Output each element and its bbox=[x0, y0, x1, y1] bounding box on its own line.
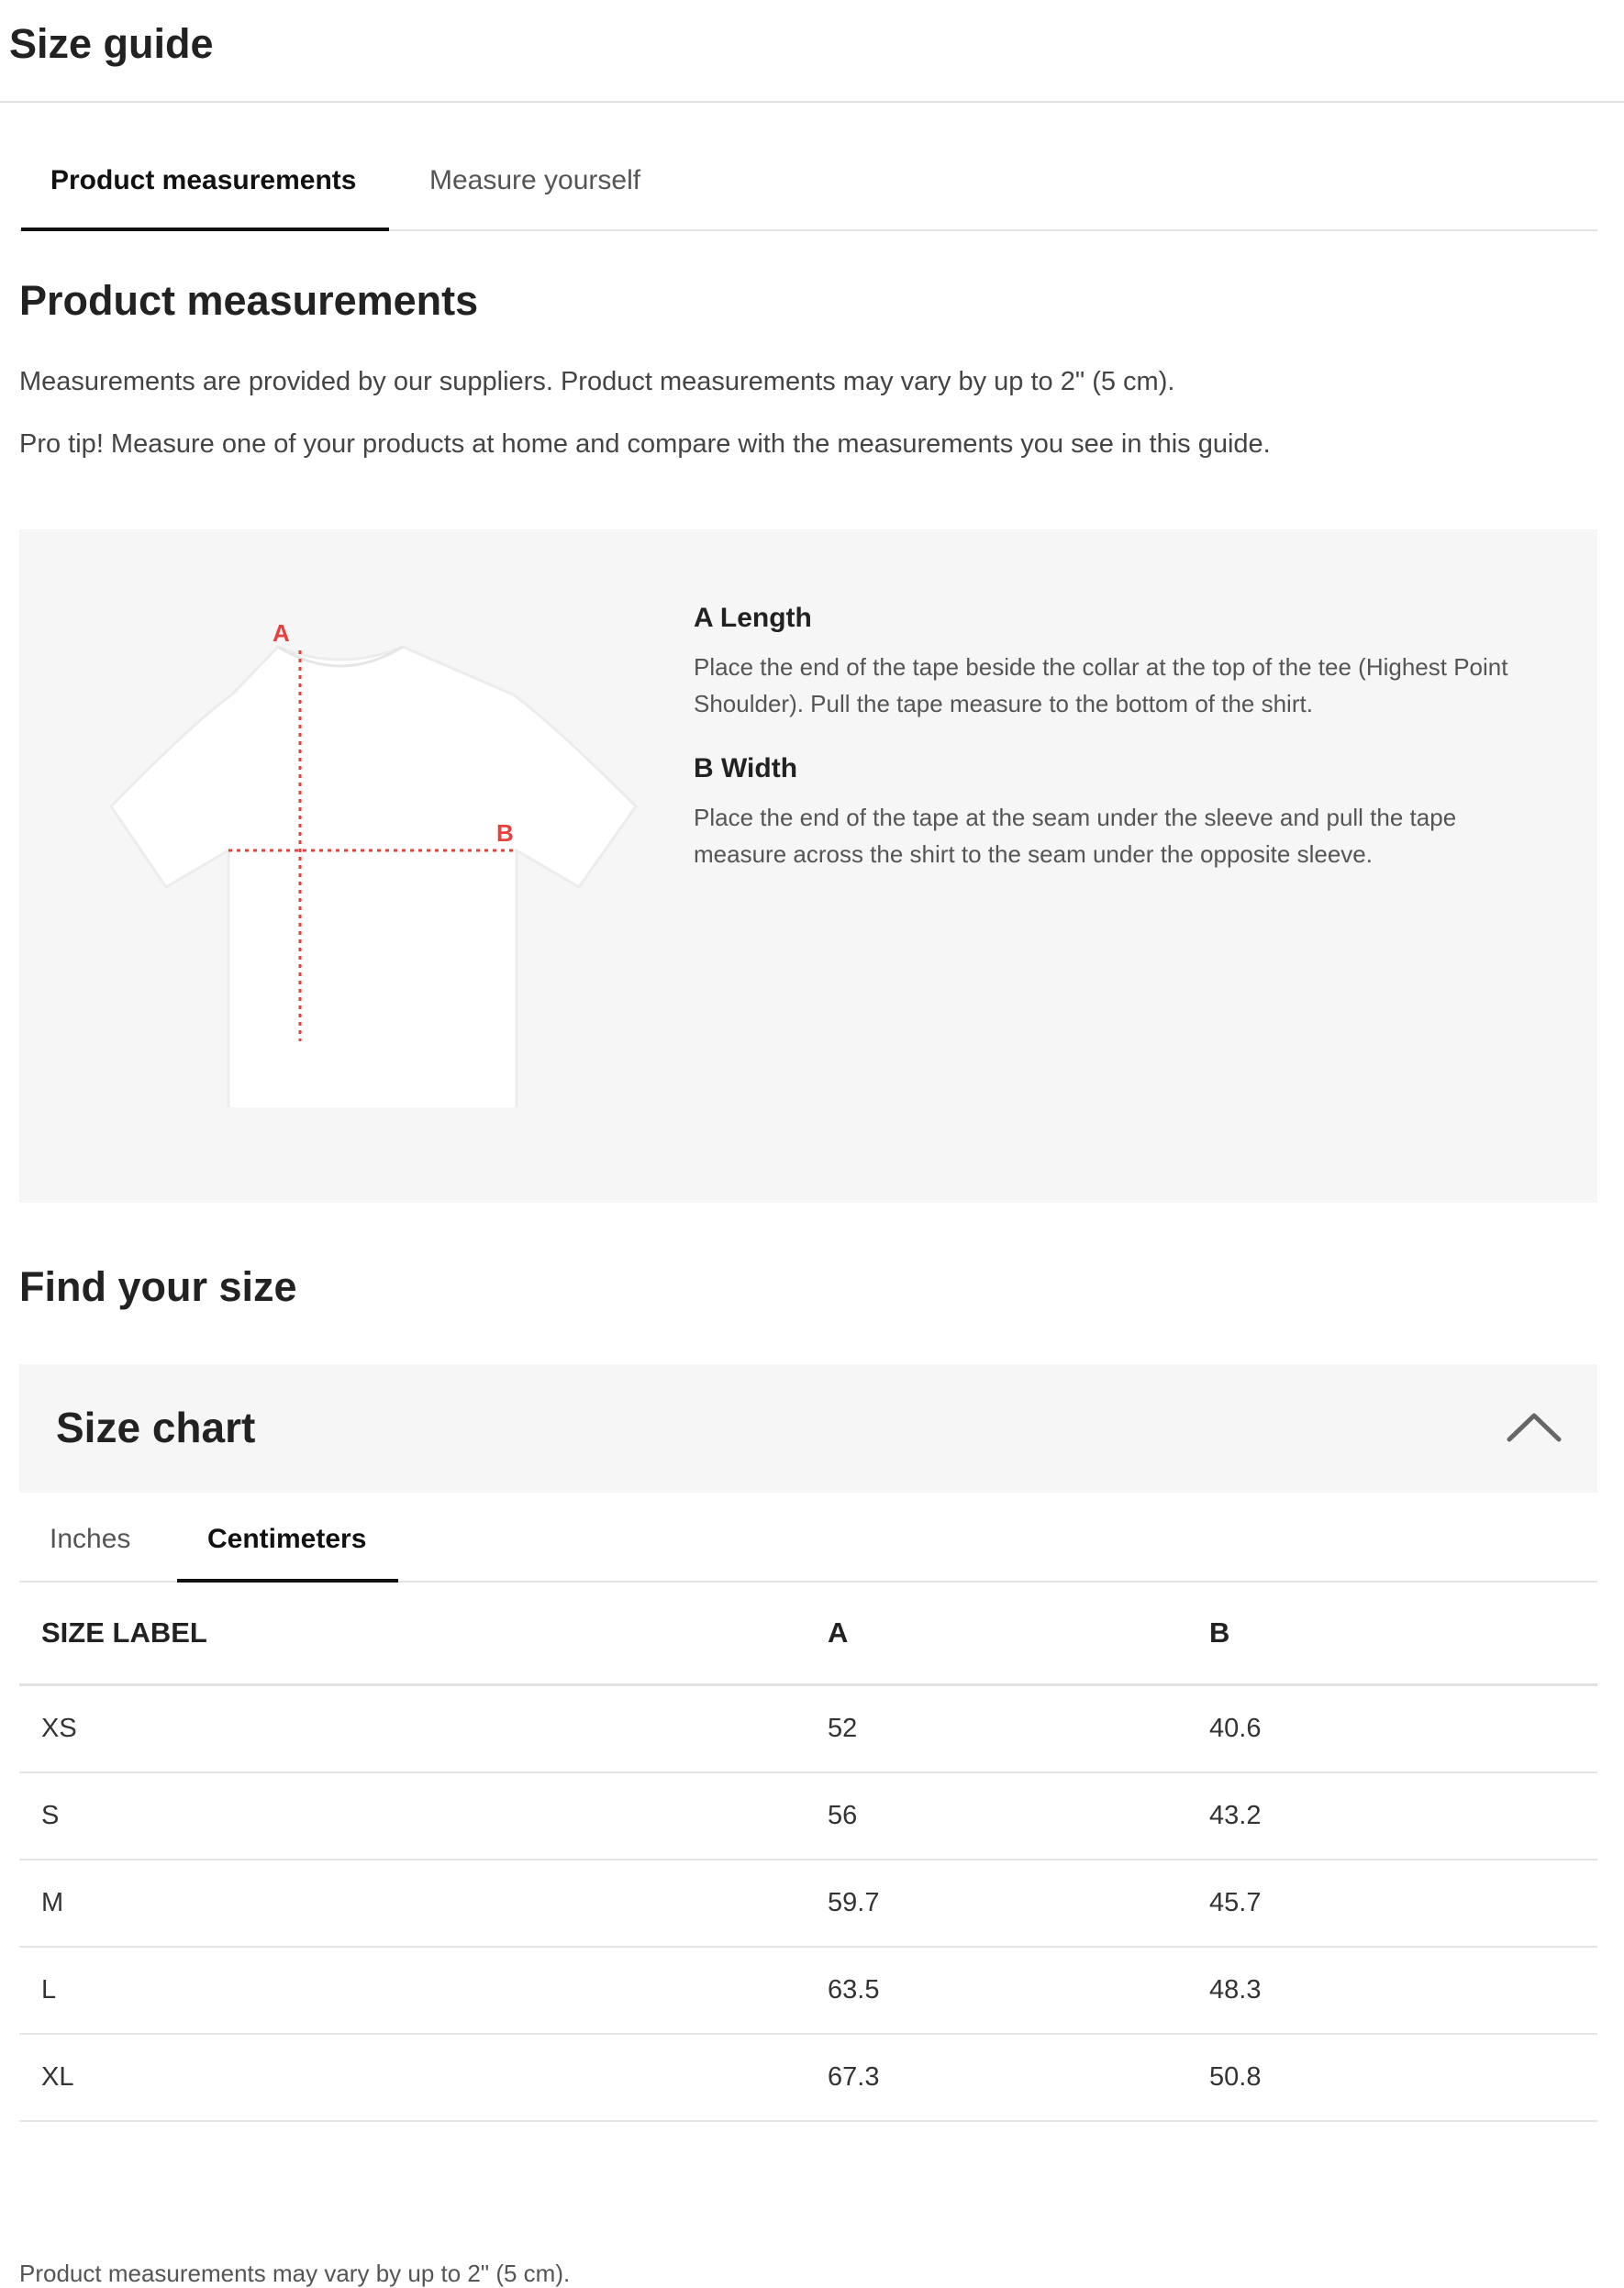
cell-b: 48.3 bbox=[1209, 1947, 1597, 2034]
header-b: B bbox=[1209, 1583, 1597, 1685]
measurement-instructions bbox=[694, 603, 1538, 872]
header bbox=[0, 0, 1624, 103]
section-title-find-your-size: Find your size bbox=[19, 1263, 297, 1310]
table-row bbox=[19, 1685, 1597, 1773]
measure-block-a bbox=[694, 603, 1538, 722]
intro-text-pro-tip: Pro tip! Measure one of your products at home and compare with the measurements you see in this guide. bbox=[19, 429, 1271, 459]
table-row bbox=[19, 1947, 1597, 2034]
page-title: Size guide bbox=[9, 20, 214, 67]
intro-text-suppliers: Measurements are provided by our suppliers. Product measurements may vary by up to 2" (5 cm). bbox=[19, 367, 1175, 396]
label-b: B bbox=[496, 819, 514, 847]
tab-product-measurements[interactable]: Product measurements bbox=[50, 165, 357, 195]
tab-centimeters[interactable]: Centimeters bbox=[207, 1524, 367, 1554]
size-chart-title: Size chart bbox=[56, 1404, 256, 1451]
cell-b: 40.6 bbox=[1209, 1685, 1597, 1773]
measure-desc-b: Place the end of the tape at the seam under the sleeve and pull the tape measure across the shirt to the seam under the opposite sleeve. bbox=[694, 804, 1457, 868]
cell-size-label: M bbox=[19, 1860, 828, 1947]
active-tab-indicator bbox=[21, 228, 389, 231]
chevron-up-icon[interactable] bbox=[1504, 1405, 1564, 1450]
cell-a: 67.3 bbox=[828, 2034, 1209, 2121]
cell-b: 43.2 bbox=[1209, 1772, 1597, 1860]
cell-a: 56 bbox=[828, 1772, 1209, 1860]
main-content bbox=[19, 103, 1597, 2287]
measurement-diagram-panel bbox=[19, 529, 1597, 1203]
table-row bbox=[19, 1772, 1597, 1860]
chevron-up-glyph bbox=[1504, 1405, 1564, 1450]
cell-a: 52 bbox=[828, 1685, 1209, 1773]
tshirt-outline bbox=[111, 647, 636, 1107]
table-row bbox=[19, 1860, 1597, 1947]
cell-size-label: L bbox=[19, 1947, 828, 2034]
cell-b: 45.7 bbox=[1209, 1860, 1597, 1947]
cell-a: 59.7 bbox=[828, 1860, 1209, 1947]
header-a: A bbox=[828, 1583, 1209, 1685]
measure-heading-a: A Length bbox=[694, 603, 812, 633]
size-table bbox=[19, 1583, 1597, 2122]
header-size-label: SIZE LABEL bbox=[19, 1583, 828, 1685]
footnote: Product measurements may vary by up to 2" (5 cm). bbox=[19, 2260, 571, 2287]
label-a: A bbox=[273, 619, 290, 647]
unit-tabs bbox=[19, 1493, 1597, 1583]
size-chart-accordion-header[interactable] bbox=[19, 1364, 1597, 1493]
measure-desc-a: Place the end of the tape beside the collar at the top of the tee (Highest Point Shoulder). Pull the tape measure to the bottom of the shirt. bbox=[694, 653, 1508, 717]
measure-block-b bbox=[694, 753, 1538, 872]
tab-inches[interactable]: Inches bbox=[50, 1524, 131, 1554]
cell-size-label: S bbox=[19, 1772, 828, 1860]
tab-measure-yourself[interactable]: Measure yourself bbox=[429, 165, 641, 195]
guide-tabs bbox=[19, 103, 1597, 231]
table-row bbox=[19, 2034, 1597, 2121]
measure-heading-b: B Width bbox=[694, 753, 798, 783]
table-header-row bbox=[19, 1583, 1597, 1685]
cell-b: 50.8 bbox=[1209, 2034, 1597, 2121]
cell-a: 63.5 bbox=[828, 1947, 1209, 2034]
section-title-product-measurements: Product measurements bbox=[19, 277, 479, 324]
cell-size-label: XS bbox=[19, 1685, 828, 1773]
tshirt-diagram-icon bbox=[93, 594, 652, 1107]
cell-size-label: XL bbox=[19, 2034, 828, 2121]
